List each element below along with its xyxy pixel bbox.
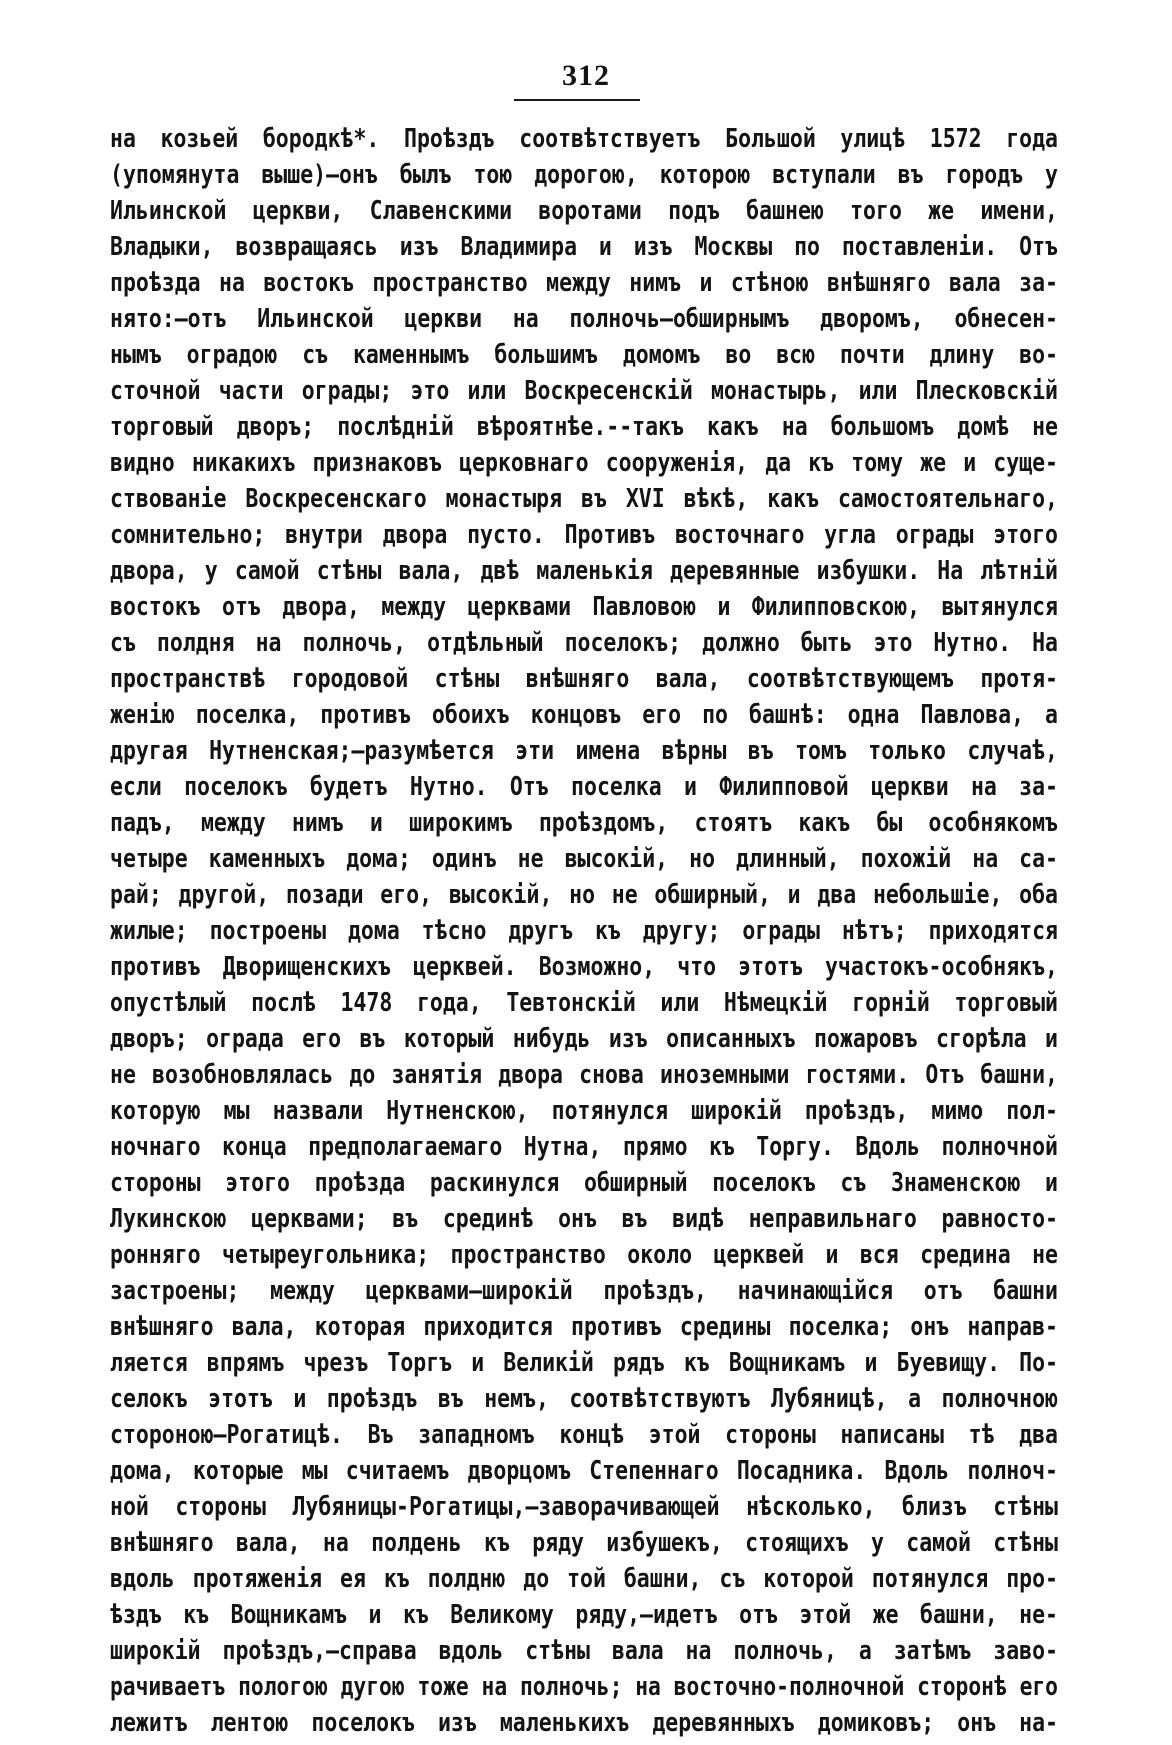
text-line: ронняго четыреугольника; пространство около церквей и вся средина не — [110, 1240, 1058, 1271]
text-line: видно никакихъ признаковъ церковнаго сооруженія, да къ тому же и суще- — [110, 448, 1058, 479]
text-line: съ полдня на полночь, отдѣльный поселокъ; должно быть это Нутно. На — [110, 628, 1058, 659]
text-line: рай; другой, позади его, высокій, но не обширный, и два небольшіе, оба — [110, 880, 1058, 911]
text-line: двора, у самой стѣны вала, двѣ маленькія деревянные избушки. На лѣтній — [110, 556, 1058, 587]
text-line: застроены; между церквами—широкій проѣздъ, начинающійся отъ башни — [110, 1276, 1058, 1307]
text-line: нято:—отъ Ильинской церкви на полночь—обширнымъ дворомъ, обнесен- — [110, 304, 1058, 335]
text-line: ляется впрямъ чрезъ Торгъ и Великій рядъ къ Вощникамъ и Буевищу. По- — [110, 1348, 1058, 1379]
text-line: ночнаго конца предполагаемаго Нутна, прямо къ Торгу. Вдоль полночной — [110, 1132, 1058, 1163]
text-line: востокъ отъ двора, между церквами Павловою и Филипповскою, вытянулся — [110, 592, 1058, 623]
text-line: дома, которые мы считаемъ дворцомъ Степеннаго Посадника. Вдоль полноч- — [110, 1456, 1058, 1487]
text-line: пространствѣ городовой стѣны внѣшняго вала, соотвѣтствующемъ протя- — [110, 664, 1058, 695]
text-line: внѣшняго вала, которая приходится противъ средины поселка; онъ направ- — [110, 1312, 1058, 1343]
text-line: стороны этого проѣзда раскинулся обширный поселокъ съ Знаменскою и — [110, 1168, 1058, 1199]
text-line: нымъ оградою съ каменнымъ большимъ домомъ во всю почти длину во- — [110, 340, 1058, 371]
page-header — [0, 58, 1172, 94]
text-line: проѣзда на востокъ пространство между нимъ и стѣною внѣшняго вала за- — [110, 268, 1058, 299]
text-line: ствованіе Воскресенскаго монастыря въ XVI вѣкѣ, какъ самостоятельнаго, — [110, 484, 1058, 515]
text-line: ной стороны Лубяницы-Рогатицы,—заворачивающей нѣсколько, близъ стѣны — [110, 1492, 1058, 1523]
text-line: сомнительно; внутри двора пусто. Противъ восточнаго угла ограды этого — [110, 520, 1058, 551]
text-line: женію поселка, противъ обоихъ концовъ его по башнѣ: одна Павлова, а — [110, 700, 1058, 731]
header-rule — [514, 99, 640, 101]
text-line: Лукинскою церквами; въ срединѣ онъ въ видѣ неправильнаго равносто- — [110, 1204, 1058, 1235]
text-line: не возобновлялась до занятія двора снова иноземными гостями. Отъ башни, — [110, 1060, 1058, 1091]
text-line: рачиваетъ пологою дугою тоже на полночь; на восточно-полночной сторонѣ его — [110, 1672, 1059, 1703]
text-line: противъ Дворищенскихъ церквей. Возможно, что этотъ участокъ-особнякъ, — [110, 952, 1058, 983]
text-line: широкій проѣздъ,—справа вдоль стѣны вала на полночь, а затѣмъ заво- — [110, 1636, 1058, 1667]
text-line: падъ, между нимъ и широкимъ проѣздомъ, стоятъ какъ бы особнякомъ — [110, 808, 1058, 839]
text-line: селокъ этотъ и проѣздъ въ немъ, соотвѣтствуютъ Лубяницѣ, а полночною — [110, 1384, 1058, 1415]
text-line: (упомянута выше)—онъ былъ тою дорогою, которою вступали въ городъ у — [110, 160, 1058, 191]
text-line: сточной части ограды; это или Воскресенскій монастырь, или Плесковскій — [110, 376, 1058, 407]
text-line: Ильинской церкви, Славенскими воротами подъ башнею того же имени, — [110, 196, 1058, 227]
text-line: стороною—Рогатицѣ. Въ западномъ концѣ этой стороны написаны тѣ два — [110, 1420, 1058, 1451]
text-body — [110, 122, 1058, 1742]
text-line: четыре каменныхъ дома; одинъ не высокій, но длинный, похожій на са- — [110, 844, 1058, 875]
text-line: лежитъ лентою поселокъ изъ маленькихъ деревянныхъ домиковъ; онъ на- — [110, 1708, 1058, 1739]
text-line: другая Нутненская;—разумѣется эти имена вѣрны въ томъ только случаѣ, — [110, 736, 1058, 767]
text-line: которую мы назвали Нутненскою, потянулся широкій проѣздъ, мимо пол- — [110, 1096, 1058, 1127]
text-line: на козьей бородкѣ*. Проѣздъ соотвѣтствуетъ Большой улицѣ 1572 года — [110, 124, 1058, 155]
text-line: Владыки, возвращаясь изъ Владимира и изъ Москвы по поставленіи. Отъ — [110, 232, 1058, 263]
text-line: если поселокъ будетъ Нутно. Отъ поселка и Филипповой церкви на за- — [110, 772, 1058, 803]
text-line: вдоль протяженія ея къ полдню до той башни, съ которой потянулся про- — [110, 1564, 1058, 1595]
text-line: ѣздъ къ Вощникамъ и къ Великому ряду,—идетъ отъ этой же башни, не- — [110, 1600, 1058, 1631]
text-line: жилые; построены дома тѣсно другъ къ другу; ограды нѣтъ; приходятся — [110, 916, 1058, 947]
text-line: торговый дворъ; послѣдній вѣроятнѣе.--такъ какъ на большомъ домѣ не — [110, 412, 1058, 443]
page-number: 312 — [562, 59, 610, 92]
text-line: опустѣлый послѣ 1478 года, Тевтонскій или Нѣмецкій горній торговый — [110, 988, 1058, 1019]
text-line: дворъ; ограда его въ который нибудь изъ описанныхъ пожаровъ сгорѣла и — [110, 1024, 1058, 1055]
text-line: внѣшняго вала, на полдень къ ряду избушекъ, стоящихъ у самой стѣны — [110, 1528, 1058, 1559]
